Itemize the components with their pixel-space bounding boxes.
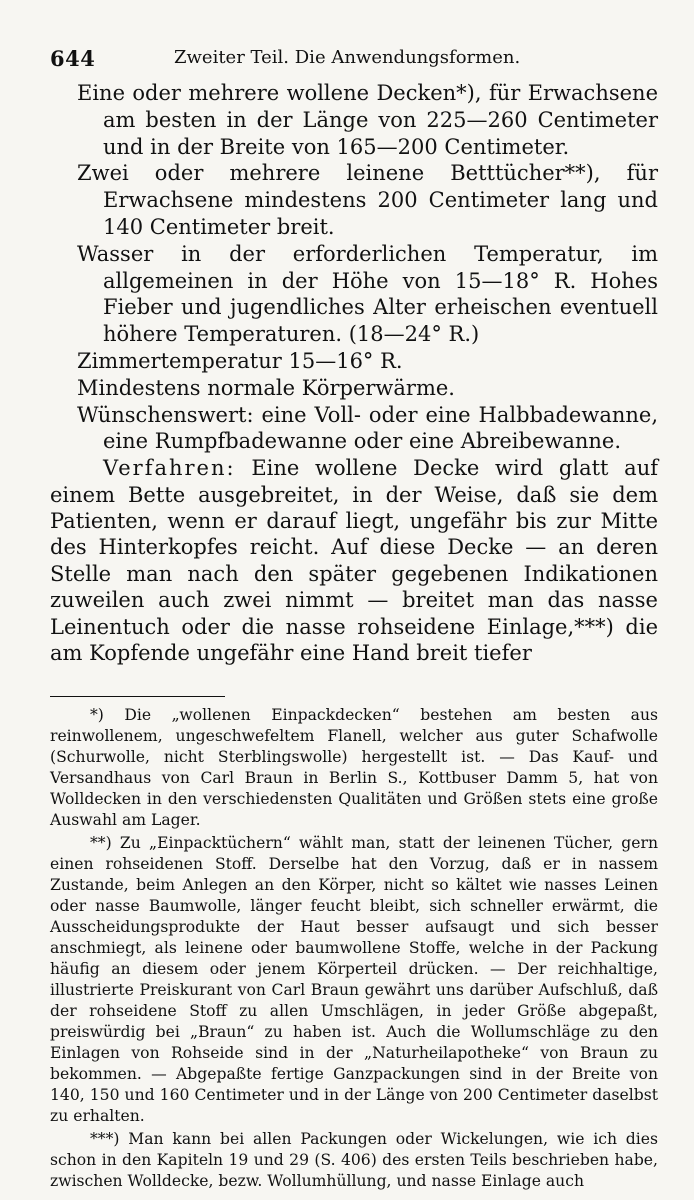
requirement-item-blankets: Eine oder mehrere wollene Decken*), für Erwachsene am besten in der Länge von 225—260 Centimeter und in der Breite von 165—200 Centimeter. [77,81,658,159]
running-head: Zweiter Teil. Die Anwendungsformen. [174,47,521,68]
footnotes [50,705,658,1192]
procedure-label: Verfahren: [103,456,236,481]
procedure-paragraph [50,455,658,666]
procedure-text: Eine wollene Decke wird glatt auf einem Bette ausgebreitet, in der Weise, daß sie dem Patienten, wenn er darauf liegt, ungefähr bis zur Mitte des Hinterkopfes reicht. Auf diese Decke — an deren Stelle man nach den später gegebenen Indikationen zuweilen auch zwei nimmt — breitet man das nasse Leinentuch oder die nasse rohseidene Einlage,***) die am Kopfende ungefähr eine Hand breit tiefer [50,456,658,665]
page-header [50,38,658,80]
page-number: 644 [50,46,96,71]
requirement-item-tub: Wünschenswert: eine Voll- oder eine Halbbadewanne, eine Rumpfbadewanne oder eine Abreibewanne. [77,402,658,454]
requirement-item-body-warmth: Mindestens normale Körperwärme. [77,375,455,400]
requirement-item-sheets: Zwei oder mehrere leinene Betttücher**), für Erwachsene mindestens 200 Centimeter lang und 140 Centimeter breit. [77,161,658,239]
main-text [50,80,658,666]
footnote-two: **) Zu „Einpacktüchern“ wählt man, statt der leinenen Tücher, gern einen rohseidenen Stoff. Derselbe hat den Vorzug, daß er in nassem Zustande, beim Anlegen an den Körper, nicht so kältet wie nasses Leinen oder nasse Baumwolle, länger feucht bleibt, sich schneller erwärmt, die Ausscheidungsprodukte der Haut besser aufsaugt und sich besser anschmiegt, als leinene oder baumwollene Stoffe, welche in der Packung häufig an diesem oder jenem Körperteil drücken. — Der reichhaltige, illustrierte Preiskurant von Carl Braun gewährt uns darüber Aufschluß, daß der rohseidene Stoff zu allen Umschlägen, in jeder Größe abgepaßt, preiswürdig bei „Braun“ zu haben ist. Auch die Wollumschläge zu den Einlagen von Rohseide sind in der „Naturheilapotheke“ von Braun zu bekommen. — Abgepaßte fertige Ganzpackungen sind in der Breite von 140, 150 und 160 Centimeter und in der Länge von 200 Centimeter daselbst zu erhalten. [50,834,658,1126]
requirement-item-water: Wasser in der erforderlichen Temperatur, im allgemeinen in der Höhe von 15—18° R. Hohes Fieber und jugendliches Alter erheischen eventuell höhere Temperaturen. (18—24° R.) [77,241,658,347]
footnote-one: *) Die „wollenen Einpackdecken“ bestehen am besten aus reinwollenem, ungeschwefeltem Flanell, welcher aus guter Schafwolle (Schurwolle, nicht Sterblingswolle) hergestellt ist. — Das Kauf- und Versandhaus von Carl Braun in Berlin S., Kottbuser Damm 5, hat von Wolldecken in den verschiedensten Qualitäten und Größen stets eine große Auswahl am Lager. [50,706,658,830]
footnote-divider [50,696,225,697]
requirement-item-room-temperature: Zimmertemperatur 15—16° R. [77,348,403,373]
footnote-three: ***) Man kann bei allen Packungen oder Wickelungen, wie ich dies schon in den Kapiteln 19 und 29 (S. 406) des ersten Teils beschrieben habe, zwischen Wolldecke, bezw. Wollumhüllung, und nasse Einlage auch [50,1130,658,1191]
